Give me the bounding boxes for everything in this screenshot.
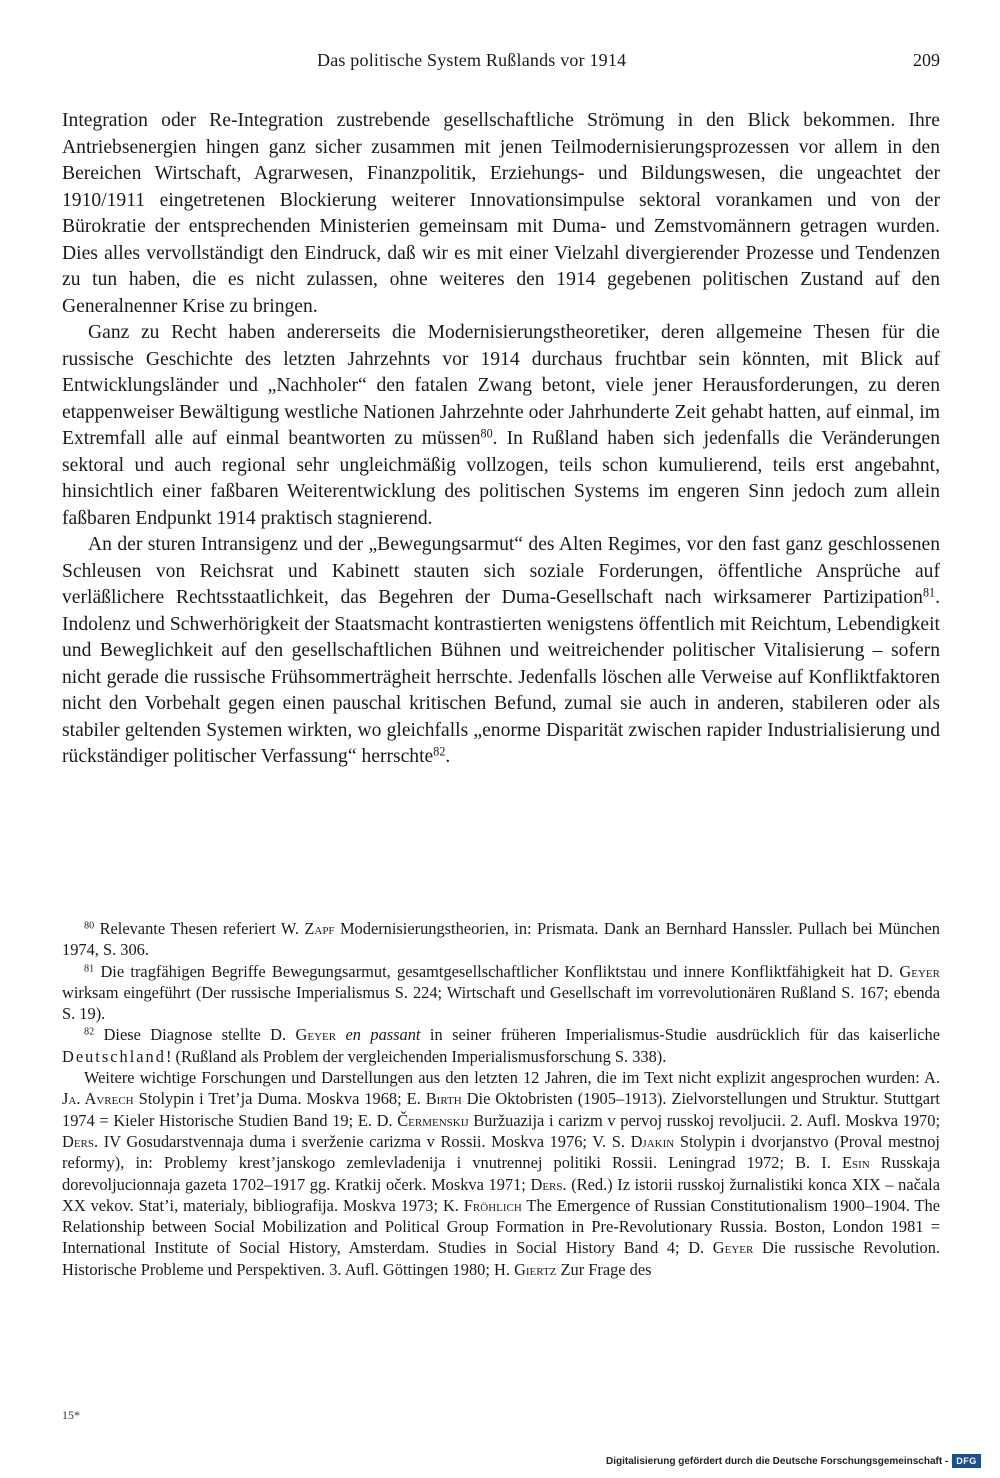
footnote-80: $^{80}$ Relevante Thesen referiert W. Zapf Modernisierungstheorien, in: Prismata. Dank an Bernhard Hanssler. Pullach bei München 1974, S. 306. — [62, 919, 940, 960]
footnote-82-continuation: Weitere wichtige Forschungen und Darstellungen aus den letzten 12 Jahren, die im Text nicht explizit angesprochen wurden: A. Ja. Avrech Stolypin i Tret’ja Duma. Moskva 1968; E. Birth Die Oktobristen (1905–1913). Zielvorstellungen und Struktur. Stuttgart 1974 = Kieler Historische Studien Band 19; E. D. Čermenskij Buržuazija i carizm v pervoj russkoj revoljucii. 2. Aufl. Moskva 1970; Ders. IV Gosudarstvennaja duma i sverženie carizma v Rossii. Moskva 1976; V. S. Djakin Stolypin i dvorjanstvo (Proval mestnoj reformy), in: Problemy krest’janskogo zemlevladenija i vnutrennej politiki Rossii. Leningrad 1972; B. I. Esin Russkaja dorevoljucionnaja gazeta 1702–1917 gg. Kratkij očerk. Moskva 1971; Ders. (Red.) Iz istorii russkoj žurnalistiki konca XIX – načala XX vekov. Stat’i, materialy, bibliografija. Moskva 1973; K. Fröhlich The Emergence of Russian Constitutionalism 1900–1904. The Relationship between Social Mobilization and Political Group Formation in Pre-Revolutionary Russia. Boston, London 1981 = International Institute of Social History, Amsterdam. Studies in Social History Band 4; D. Geyer Die russische Revolution. Historische Probleme und Perspektiven. 3. Aufl. Göttingen 1980; H. Giertz Zur Frage des — [62, 1068, 940, 1279]
running-header — [62, 50, 940, 74]
author-name: Geyer — [295, 1025, 337, 1045]
credit-text: Digitalisierung gefördert durch die Deutsche Forschungsgemeinschaft - — [606, 1455, 949, 1467]
author-name: Zapf — [304, 919, 335, 938]
main-text — [62, 108, 940, 771]
paragraph-2: Ganz zu Recht haben andererseits die Modernisierungstheoretiker, deren allgemeine Thesen für die russische Geschichte des letzten Jahrzehnts vor 1914 durchaus fruchtbar sein könnten, mit Blick auf Entwicklungsländer und „Nachholer“ den fatalen Zwang betont, viele jener Herausforderungen, zu deren etappenweiser Bewältigung westliche Nationen Jahrzehnte oder Jahrhunderte Zeit gehabt hatten, auf einmal, im Extremfall alle auf einmal beantworten zu müssen$^{80}$. In Rußland haben sich jedenfalls die Veränderungen sektoral und auch regional sehr ungleichmäßig vollzogen, teils schon kumulierend, teils erst angebahnt, hinsichtlich einer faßbaren Weiterentwicklung des politischen Systems im engeren Sinn jedoch zum allein faßbaren Endpunkt 1914 praktisch stagnierend. — [62, 322, 940, 529]
paragraph-3: An der sturen Intransigenz und der „Bewegungsarmut“ des Alten Regimes, vor den fast ganz geschlossenen Schleusen von Reichsrat und Kabinett stauten sich soziale Forderungen, öffentliche Ansprüche auf verläßlichere Rechtsstaatlichkeit, das Begehren der Duma-Gesellschaft nach wirksamerer Partizipation$^{81}$. Indolenz und Schwerhörigkeit der Staatsmacht kontrastierten wenigstens öffentlich mit Reichtum, Lebendigkeit und Beweglichkeit auf den gesellschaftlichen Bühnen und weitreichender politischer Vitalisierung – sofern nicht gerade die russische Frühsommerträgheit herrschte. Jedenfalls löschen alle Verweise auf Konfliktfaktoren nicht den Vorbehalt gegen einen pauschal kritischen Befund, zumal sie auch in anderen, stabileren oder als stabiler geltenden Systemen wirkten, wo gleichfalls „enorme Disparität zwischen rapider Industrialisierung und rückständiger politischer Verfassung“ herrschte$^{82}$. — [62, 534, 940, 767]
footnote-ref-80[interactable]: 80 — [480, 426, 493, 441]
paragraph-1: Integration oder Re-Integration zustrebende gesellschaftliche Strömung in den Blick bekommen. Ihre Antriebsenergien hingen ganz sicher zusammen mit jenen Teilmodernisierungsprozessen vor allem in den Bereichen Wirtschaft, Agrarwesen, Finanzpolitik, Erziehungs- und Bildungswesen, die ungeachtet der 1910/1911 eingetretenen Blockierung weiterer Innovationsimpulse sektoral vorankamen und von der Bürokratie der entsprechenden Ministerien gemeinsam mit Duma- und Zemstvomännern getragen wurden. Dies alles vervollständigt den Eindruck, daß wir es mit einer Vielzahl divergierender Prozesse und Tendenzen zu tun haben, die es nicht zulassen, ohne weiteres den 1914 gegebenen politischen Zustand auf den Generalnenner Krise zu bringen. — [62, 110, 940, 317]
footnote-ref-81[interactable]: 81 — [922, 585, 936, 600]
running-title: Das politische System Rußlands vor 1914 — [317, 50, 627, 70]
footnotes — [62, 918, 940, 1280]
signature-mark: 15* — [62, 1408, 80, 1422]
digitization-credit — [606, 1452, 981, 1470]
dfg-logo-icon: DFG — [952, 1454, 981, 1468]
footnote-81: $^{81}$ Die tragfähigen Begriffe Bewegungsarmut, gesamtgesellschaftlicher Konfliktstau und innere Konfliktfähigkeit hat D. Geyer wirksam eingeführt (Der russische Imperialismus S. 224; Wirtschaft und Gesellschaft im vorrevolutionären Rußland S. 167; ebenda S. 19). — [62, 961, 940, 1024]
author-name: Geyer — [899, 961, 940, 981]
footnote-ref-82[interactable]: 82 — [433, 744, 446, 759]
footnote-82: $^{82}$ Diese Diagnose stellte D. Geyer en passant in seiner früheren Imperialismus-Studie ausdrücklich für das kaiserliche Deutschland! (Rußland als Problem der vergleichenden Imperialismusforschung S. 338). — [62, 1025, 940, 1066]
page-number: 209 — [913, 50, 940, 70]
